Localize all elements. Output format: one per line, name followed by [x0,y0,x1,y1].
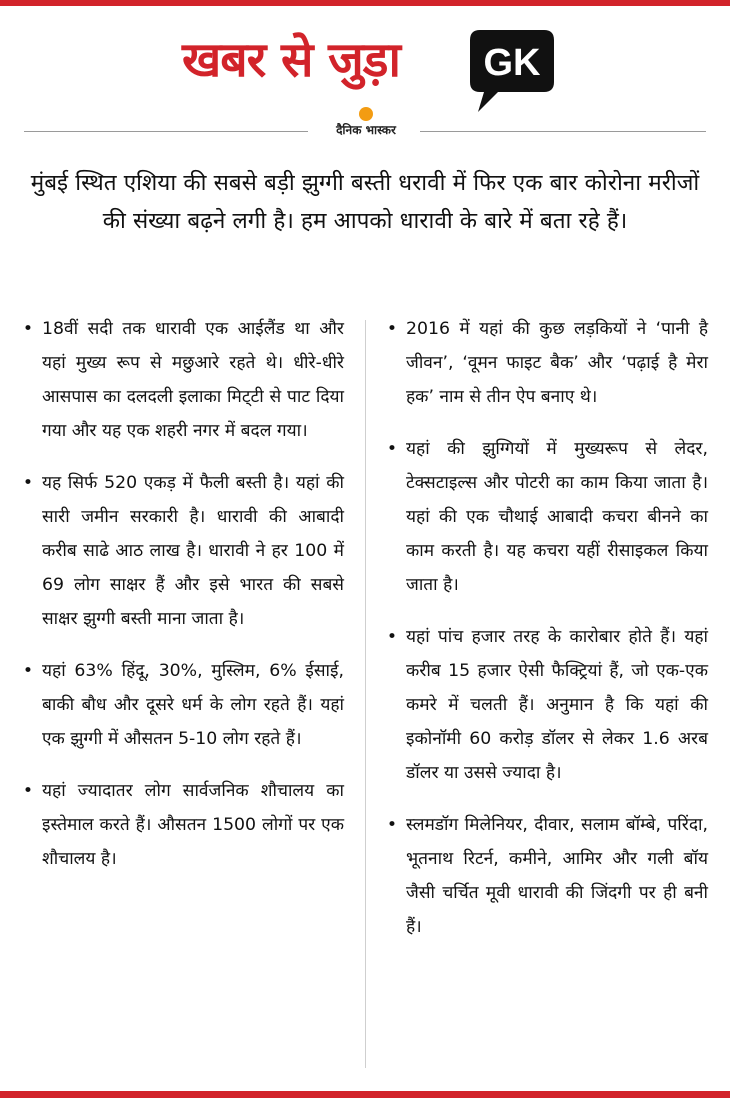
list-item [22,774,344,876]
header-rule-right [420,131,706,132]
list-item [22,466,344,636]
bottom-accent-bar [0,1091,730,1098]
bullet-icon: • [22,473,34,493]
left-fact-list [22,312,344,876]
bullet-icon: • [22,319,34,339]
bullet-icon: • [386,815,398,835]
list-item [386,312,708,414]
brand-sun-icon [359,107,373,121]
intro-paragraph: मुंबई स्थित एशिया की सबसे बड़ी झुग्गी बस्ती धरावी में फिर एक बार कोरोना मरीजों की संख्या बढ़ने लगी है। हम आपको धारावी के बारे में बता रहे हैं। [30,170,700,234]
fact-text: 18वीं सदी तक धारावी एक आईलैंड था और यहां मुख्य रूप से मछुआरे रहते थे। धीरे-धीरे आसपास का दलदली इलाका मिट्‌टी से पाट दिया गया और यह एक शहरी नगर में बदल गया। [42,319,344,441]
top-accent-bar [0,0,730,6]
fact-text: 2016 में यहां की कुछ लड़कियों ने ‘पानी है जीवन’, ‘वूमन फाइट बैक’ और ‘पढ़ाई है मेरा हक’ नाम से तीन ऐप बनाए थे। [406,319,708,407]
brand-logo-text: दैनिक भास्कर [336,123,396,137]
list-item [386,620,708,790]
fact-text: यहां ज्यादातर लोग सार्वजनिक शौचालय का इस्तेमाल करते हैं। औसतन 1500 लोगों पर एक शौचालय है। [42,781,344,869]
list-item [22,654,344,756]
fact-text: स्लमडॉग मिलेनियर, दीवार, सलाम बॉम्बे, परिंदा, भूतनाथ रिटर्न, कमीने, आमिर और गली बॉय जैसी चर्चित मूवी धारावी की जिंदगी पर ही बनी हैं। [406,815,708,937]
gk-badge-text: GK [483,42,541,84]
page-title: खबर से जुड़ा [182,32,400,88]
column-divider [365,320,366,1068]
right-fact-list [386,312,708,944]
fact-text: यहां की झुग्गियों में मुख्यरूप से लेदर, टेक्सटाइल्स और पोटरी का काम किया जाता है। यहां की एक चौथाई आबादी कचरा बीनने का काम करती है। यह कचरा यहीं रीसाइकल किया जाता है। [406,439,708,595]
list-item [386,432,708,602]
bullet-icon: • [386,319,398,339]
header-rule-left [24,131,308,132]
bullet-icon: • [386,439,398,459]
gk-speech-bubble-badge [470,30,554,112]
fact-text: यहां पांच हजार तरह के कारोबार होते हैं। यहां करीब 15 हजार ऐसी फैक्ट्रियां हैं, जो एक-एक कमरे में चलती हैं। अनुमान है कि यहां की इकोनॉमी 60 करोड़ डॉलर से लेकर 1.6 अरब डॉलर या उससे ज्यादा है। [406,627,708,783]
list-item [22,312,344,448]
list-item [386,808,708,944]
fact-text: यहां 63% हिंदू, 30%, मुस्लिम, 6% ईसाई, बाकी बौध और दूसरे धर्म के लोग रहते हैं। यहां एक झुग्गी में औसतन 5-10 लोग रहते हैं। [42,661,344,749]
bullet-icon: • [22,781,34,801]
bullet-icon: • [22,661,34,681]
bullet-icon: • [386,627,398,647]
fact-text: यह सिर्फ 520 एकड़ में फैली बस्ती है। यहां की सारी जमीन सरकारी है। धारावी की आबादी करीब साढे आठ लाख है। धारावी ने हर 100 में 69 लोग साक्षर हैं और इसे भारत की सबसे साक्षर झुग्गी बस्ती माना जाता है। [42,473,344,629]
